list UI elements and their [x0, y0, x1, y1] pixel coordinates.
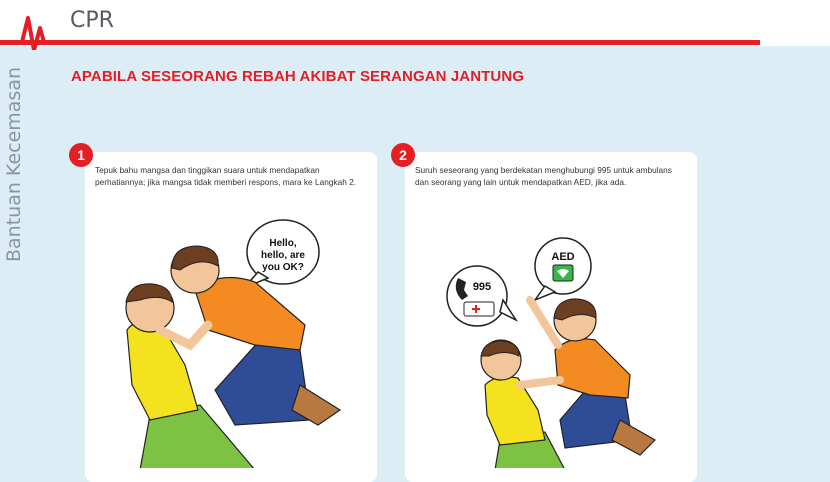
page-title: CPR	[70, 8, 114, 33]
victim-figure-2	[481, 340, 565, 468]
step-number-2: 2	[391, 143, 415, 167]
illustration-step-1	[126, 220, 340, 468]
hello-text-2: hello, are	[261, 250, 305, 261]
step-text-2: Suruh seseorang yang berdekatan menghubungi 995 untuk ambulans dan seorang yang lain untuk mendapatkan AED, jika ada.	[415, 165, 672, 187]
section-label: Bantuan Kecemasan	[3, 66, 25, 262]
speech-bubble-aed	[535, 238, 591, 300]
main-heading: APABILA SESEORANG REBAH AKIBAT SERANGAN JANTUNG	[71, 68, 525, 85]
speech-bubble-phone	[447, 266, 516, 326]
hello-text-3: you OK?	[262, 262, 304, 273]
speech-bubble-hello	[244, 220, 319, 288]
phone-number-text: 995	[472, 281, 492, 293]
illustration-step-2	[447, 238, 655, 468]
aed-text: AED	[551, 251, 575, 263]
step-number-1: 1	[69, 143, 93, 167]
hello-text-1: Hello,	[269, 238, 297, 249]
step-text-1: Tepuk bahu mangsa dan tinggikan suara untuk mendapatkan perhatiannya; jika mangsa tidak memberi respons, mara ke Langkah 2.	[95, 165, 357, 187]
